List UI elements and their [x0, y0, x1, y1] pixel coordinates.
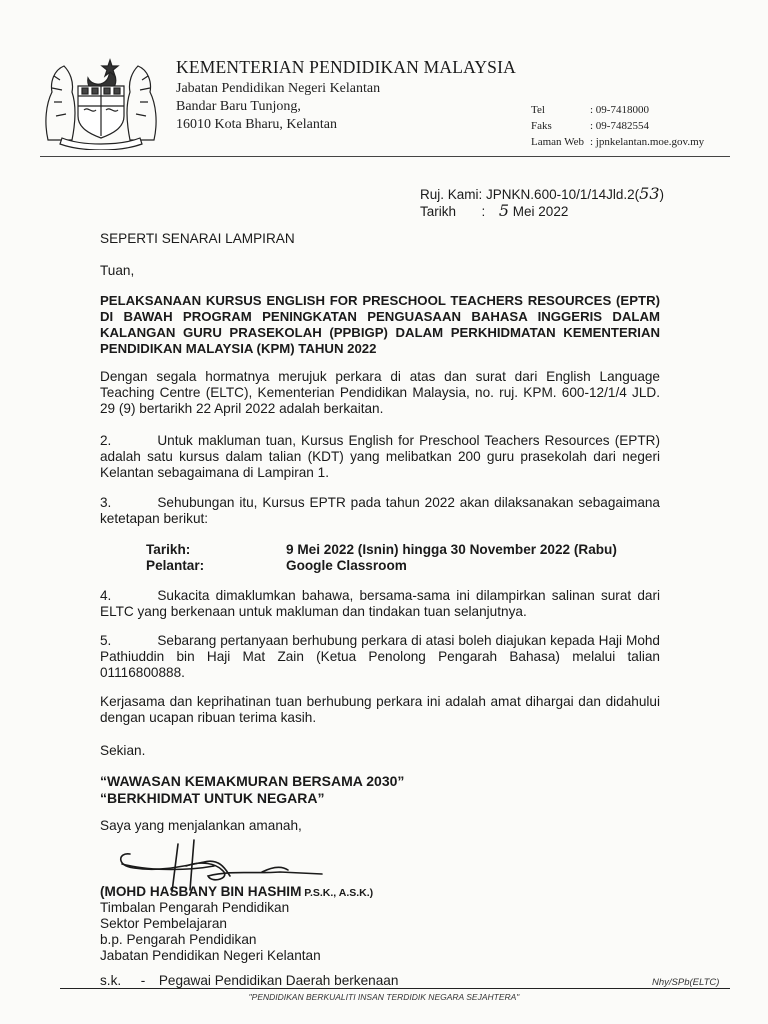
closing-amanah: Saya yang menjalankan amanah, — [100, 818, 302, 833]
department-name: Jabatan Pendidikan Negeri Kelantan — [176, 81, 381, 96]
paragraph-5: 5. Sebarang pertanyaan berhubung perkara di atasi boleh diajukan kepada Haji Mohd Pathiuddin bin Haji Mat Zain (Ketua Penolong Pengarah Bahasa) melalui talian 01116800888. — [100, 633, 660, 680]
recipient: SEPERTI SENARAI LAMPIRAN — [100, 231, 295, 246]
sk-recipient: Pegawai Pendidikan Daerah berkenaan — [158, 973, 399, 988]
paragraph-4: 4. Sukacita dimaklumkan bahawa, bersama-sama ini dilampirkan salinan surat dari ELTC yang berkenaan untuk makluman dan tindakan tuan selanjutnya. — [100, 588, 660, 619]
detail-date-value: 9 Mei 2022 (Isnin) hingga 30 November 2022 (Rabu) — [286, 542, 617, 557]
paragraph-2: 2. Untuk makluman tuan, Kursus English for Preschool Teachers Resources (EPTR) adalah satu kursus dalam talian (KDT) yang melibatkan 200 guru prasekolah dari negeri Kelantan sebagaimana di Lampiran 1. — [100, 433, 660, 480]
signatory-title-1: Timbalan Pengarah Pendidikan — [100, 900, 290, 915]
fax-label: Faks — [531, 120, 552, 132]
sk-line: s.k. - Pegawai Pendidikan Daerah berkenaan — [100, 973, 399, 988]
salutation: Tuan, — [100, 263, 135, 278]
address-line-2: 16010 Kota Bharu, Kelantan — [176, 117, 337, 132]
ruj-value: JPNKN.600-10/1/14Jld.2( — [486, 187, 640, 202]
web-label: Laman Web — [531, 136, 584, 148]
tel-label: Tel — [531, 104, 545, 116]
tarikh-value: Mei 2022 — [512, 204, 569, 219]
ministry-name: KEMENTERIAN PENDIDIKAN MALAYSIA — [176, 57, 516, 77]
reference-date: Tarikh : 5 Mei 2022 — [420, 201, 569, 220]
fax-value: : 09-7482554 — [590, 120, 649, 132]
malaysia-coat-of-arms-icon — [40, 52, 162, 150]
detail-platform-value: Google Classroom — [286, 558, 407, 573]
tel-value: : 09-7418000 — [590, 104, 649, 116]
detail-date-label: Tarikh: — [146, 542, 191, 557]
footer-motto: "PENDIDIKAN BERKUALITI INSAN TERDIDIK NEGARA SEJAHTERA" — [248, 992, 520, 1002]
reference-number: Ruj. Kami: JPNKN.600-10/1/14Jld.2(53) — [420, 184, 664, 203]
paragraph-3: 3. Sehubungan itu, Kursus EPTR pada tahun 2022 akan dilaksanakan sebagaimana ketetapan berikut: — [100, 495, 660, 526]
closing-sekian: Sekian. — [100, 743, 146, 758]
signatory-title-3: b.p. Pengarah Pendidikan — [100, 932, 257, 947]
paragraph-1: Dengan segala hormatnya merujuk perkara di atas dan surat dari English Language Teaching Centre (ELTC), Kementerian Pendidikan Malaysia, no. ruj. KPM. 600-12/1/4 JLD. 29 (9) bertarikh 22 April 2022 adalah berkaitan. — [100, 369, 660, 416]
subject-heading: PELAKSANAAN KURSUS ENGLISH FOR PRESCHOOL TEACHERS RESOURCES (EPTR) DI BAWAH PROGRAM PENINGKATAN PENGUASAAN BAHASA INGGERIS DALAM KALANGAN GURU PRASEKOLAH (PPBIGP) DALAM PERKHIDMATAN KEMENTERIAN PENDIDIKAN MALAYSIA (KPM) TAHUN 2022 — [100, 293, 660, 356]
tarikh-label: Tarikh — [420, 204, 457, 219]
signatory-name: (MOHD HASBANY BIN HASHIM P.S.K., A.S.K.) — [100, 884, 374, 899]
signatory-title-2: Sektor Pembelajaran — [100, 916, 227, 931]
web-value: : jpnkelantan.moe.gov.my — [590, 136, 705, 148]
ruj-label: Ruj. Kami: — [420, 187, 483, 202]
detail-platform-label: Pelantar: — [146, 558, 205, 573]
ruj-handwritten: 53 — [639, 184, 660, 203]
address-line-1: Bandar Baru Tunjong, — [176, 99, 301, 114]
slogan-wawasan: “WAWASAN KEMAKMURAN BERSAMA 2030” — [100, 773, 405, 789]
signatory-title-4: Jabatan Pendidikan Negeri Kelantan — [100, 948, 321, 963]
file-reference: Nhy/SPb(ELTC) — [652, 977, 720, 988]
paragraph-6: Kerjasama dan keprihatinan tuan berhubung perkara ini adalah amat dihargai dan didahului dengan ucapan ribuan terima kasih. — [100, 694, 660, 725]
slogan-berkhidmat: “BERKHIDMAT UNTUK NEGARA” — [100, 790, 325, 806]
tarikh-handwritten-day: 5 — [498, 201, 510, 220]
footer-divider — [60, 988, 730, 989]
letterhead-divider — [40, 156, 730, 157]
